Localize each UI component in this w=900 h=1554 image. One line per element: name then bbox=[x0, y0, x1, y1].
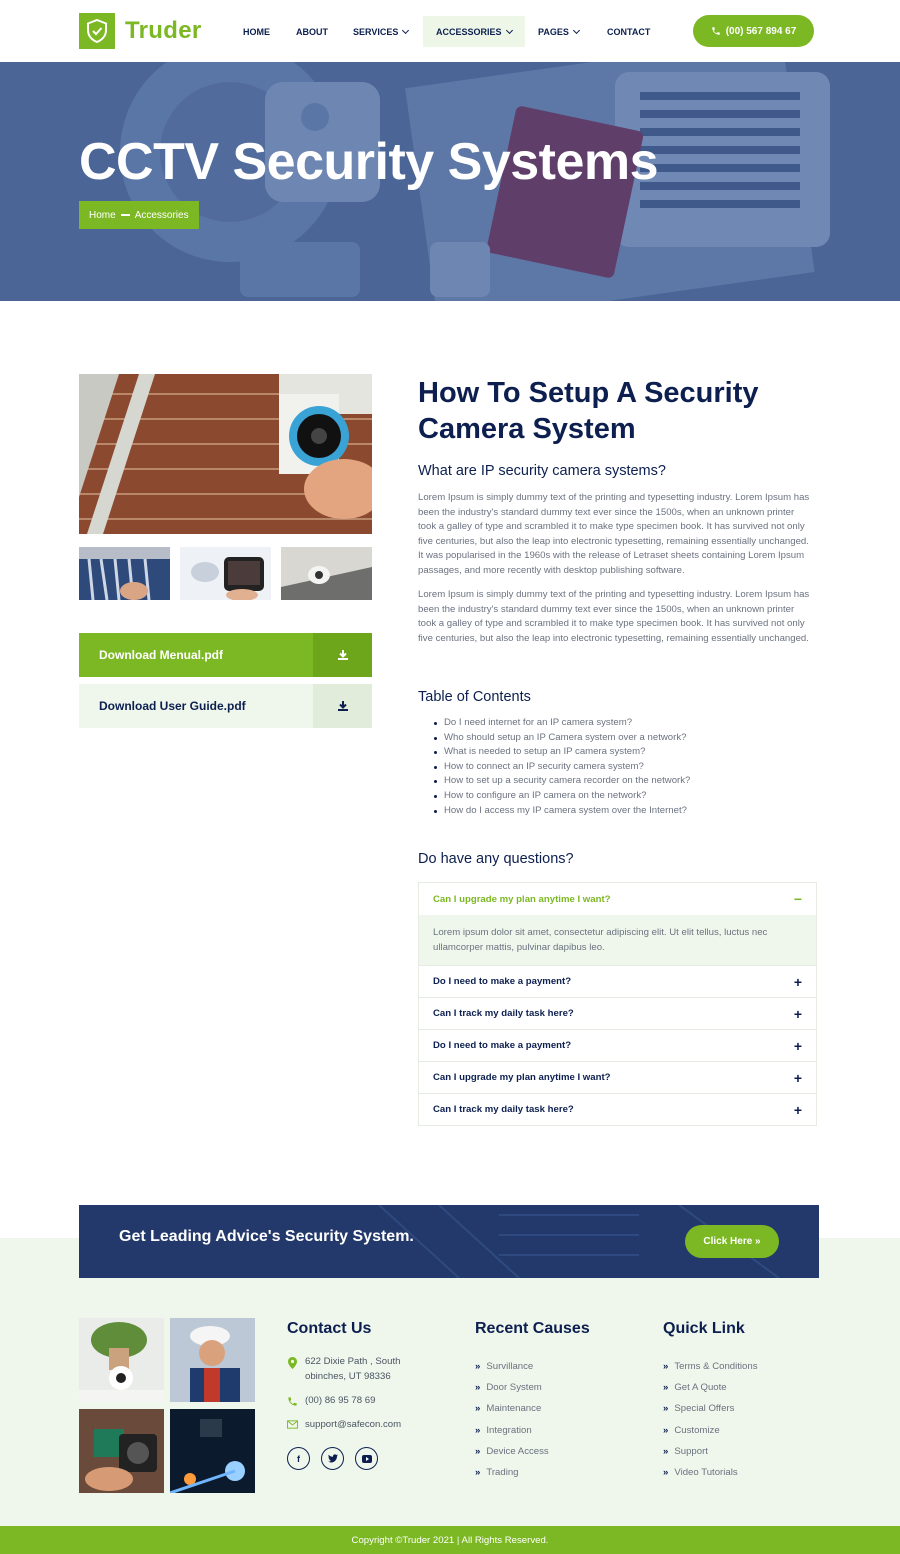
nav-label: SERVICES bbox=[353, 26, 399, 37]
email[interactable] bbox=[287, 1418, 401, 1433]
copyright-bar bbox=[0, 1526, 900, 1554]
article-paragraph: Lorem Ipsum is simply dummy text of the printing and typesetting industry. Lorem Ipsum has been the industry's standard dummy text ever since the 1500s, when an unknown printer took a galley of type and scrambled it to make type specimen book. It has survived not only five centuries, but also the leap into electronic typesetting, remaining essentially unchanged. It was popularised in the 1960s with the release of Letraset sheets containing Lorem Ipsum passages, and more recently with desktop publishing software. bbox=[418, 492, 810, 576]
technician-image bbox=[170, 1318, 255, 1402]
footer-link[interactable]: » Maintenance bbox=[475, 1398, 549, 1419]
footer-link[interactable]: » Customize bbox=[663, 1420, 758, 1441]
footer-link[interactable]: » Trading bbox=[475, 1462, 549, 1483]
chevron-down-icon bbox=[402, 26, 409, 33]
expand-icon[interactable]: + bbox=[793, 1069, 802, 1086]
product-main-image[interactable] bbox=[79, 374, 372, 534]
breadcrumb-current: Accessories bbox=[134, 209, 189, 221]
nav-services[interactable] bbox=[340, 16, 421, 47]
cta-banner bbox=[79, 1205, 819, 1278]
faq-question[interactable] bbox=[419, 1029, 816, 1061]
expand-icon[interactable]: + bbox=[793, 1101, 802, 1118]
address bbox=[287, 1355, 400, 1384]
gallery-thumbnail[interactable] bbox=[281, 547, 372, 600]
phone-number: (00) 86 95 78 69 bbox=[305, 1395, 376, 1406]
collapse-icon[interactable]: − bbox=[793, 891, 802, 907]
faq-question[interactable] bbox=[419, 1061, 816, 1093]
location-pin-icon bbox=[287, 1355, 298, 1384]
nav-label: ABOUT bbox=[296, 26, 328, 37]
nav-label: PAGES bbox=[538, 26, 569, 37]
footer-link[interactable]: » Integration bbox=[475, 1420, 549, 1441]
shield-logo-icon[interactable] bbox=[79, 13, 115, 49]
separator-icon bbox=[121, 214, 130, 216]
faq-question-text: Can I track my daily task here? bbox=[433, 1008, 574, 1019]
toc-item[interactable]: How do I access my IP camera system over the Internet? bbox=[432, 804, 690, 819]
toc-item[interactable]: How to configure an IP camera on the network? bbox=[432, 789, 690, 804]
contact-title: Contact Us bbox=[287, 1320, 372, 1337]
twitter-icon[interactable] bbox=[321, 1447, 344, 1470]
footer-gallery-image[interactable] bbox=[170, 1318, 255, 1402]
phone[interactable] bbox=[287, 1394, 375, 1409]
address-line: 622 Dixie Path , South bbox=[305, 1356, 401, 1367]
download-icon bbox=[313, 684, 372, 728]
toc-title: Table of Contents bbox=[418, 689, 531, 705]
nav-label: ACCESSORIES bbox=[436, 26, 502, 37]
expand-icon[interactable]: + bbox=[793, 1037, 802, 1054]
hero-banner bbox=[0, 62, 900, 301]
server-rack-image bbox=[79, 547, 170, 600]
logo-text[interactable]: Truder bbox=[125, 17, 202, 44]
phone-icon bbox=[287, 1394, 298, 1409]
faq-question[interactable] bbox=[419, 1093, 816, 1125]
footer-link[interactable]: » Get A Quote bbox=[663, 1377, 758, 1398]
nav-contact[interactable] bbox=[594, 16, 663, 47]
footer-link[interactable]: » Video Tutorials bbox=[663, 1462, 758, 1483]
footer-link[interactable]: » Survillance bbox=[475, 1356, 549, 1377]
article-paragraph: Lorem Ipsum is simply dummy text of the printing and typesetting industry. Lorem Ipsum has been the industry's standard dummy text ever since the 1500s, when an unknown printer took a galley of type and scrambled it to make type specimen book. It has survived not only five centuries, but also the leap into electronic typesetting, remaining essentially unchanged. bbox=[418, 589, 810, 644]
recent-causes-title: Recent Causes bbox=[475, 1320, 590, 1337]
stage-lights-image bbox=[170, 1409, 255, 1493]
phone-icon bbox=[711, 26, 721, 36]
toc-item[interactable]: What is needed to setup an IP camera system? bbox=[432, 745, 690, 760]
nav-home[interactable] bbox=[230, 16, 283, 47]
toc-item[interactable]: Who should setup an IP Camera system over a network? bbox=[432, 731, 690, 746]
nav-label: CONTACT bbox=[607, 26, 651, 37]
download-user-guide-button[interactable] bbox=[79, 684, 372, 728]
phone-camera-image bbox=[180, 547, 271, 600]
download-label: Download User Guide.pdf bbox=[99, 699, 246, 713]
chevron-down-icon bbox=[573, 26, 580, 33]
nav-label: HOME bbox=[243, 26, 270, 37]
envelope-icon bbox=[287, 1418, 298, 1433]
phone-number: (00) 567 894 67 bbox=[725, 25, 797, 37]
footer-link[interactable]: » Device Access bbox=[475, 1441, 549, 1462]
article-title bbox=[418, 375, 838, 447]
ceiling-camera-image bbox=[281, 547, 372, 600]
plant-camera-image bbox=[79, 1318, 164, 1402]
download-label: Download Menual.pdf bbox=[99, 648, 223, 662]
copyright-text: Copyright ©Truder 2021 | All Rights Reserved. bbox=[351, 1534, 549, 1546]
site-header bbox=[0, 0, 900, 62]
toc-item[interactable]: How to connect an IP security camera system? bbox=[432, 760, 690, 775]
footer-gallery-image[interactable] bbox=[170, 1409, 255, 1493]
download-manual-button[interactable] bbox=[79, 633, 372, 677]
cta-text: Get Leading Advice's Security System. bbox=[119, 1228, 414, 1245]
email-address: support@safecon.com bbox=[305, 1419, 402, 1430]
faq-answer: Lorem ipsum dolor sit amet, consectetur adipiscing elit. Ut elit tellus, luctus nec ullamcorper mattis, pulvinar dapibus leo. bbox=[419, 915, 816, 965]
footer-gallery-image[interactable] bbox=[79, 1318, 164, 1402]
table-of-contents bbox=[432, 716, 690, 818]
gallery-thumbnail[interactable] bbox=[79, 547, 170, 600]
quick-link-title: Quick Link bbox=[663, 1320, 745, 1337]
faq-accordion bbox=[418, 882, 817, 1126]
quick-link-list bbox=[663, 1356, 758, 1483]
nav-about[interactable] bbox=[283, 16, 341, 47]
expand-icon[interactable]: + bbox=[793, 973, 802, 990]
faq-question-text: Can I upgrade my plan anytime I want? bbox=[433, 893, 611, 905]
footer-gallery-image[interactable] bbox=[79, 1409, 164, 1493]
breadcrumb-home[interactable]: Home bbox=[89, 209, 116, 221]
expand-icon[interactable]: + bbox=[793, 1005, 802, 1022]
faq-question-text: Do I need to make a payment? bbox=[433, 976, 572, 987]
chevron-down-icon bbox=[505, 26, 512, 33]
breadcrumb bbox=[79, 201, 199, 229]
nav-pages[interactable] bbox=[525, 16, 592, 47]
faq-question-text: Can I track my daily task here? bbox=[433, 1104, 574, 1115]
facebook-icon[interactable]: f bbox=[287, 1447, 310, 1470]
footer-link[interactable]: » Special Offers bbox=[663, 1398, 758, 1419]
toc-item[interactable]: How to set up a security camera recorder on the network? bbox=[432, 774, 690, 789]
footer-link[interactable]: » Door System bbox=[475, 1377, 549, 1398]
click-here-button[interactable]: Click Here » bbox=[685, 1225, 779, 1258]
article-subtitle: What are IP security camera systems? bbox=[418, 463, 666, 479]
toc-item[interactable]: Do I need internet for an IP camera system? bbox=[432, 716, 690, 731]
camera-on-wall-image bbox=[79, 374, 372, 534]
download-icon bbox=[313, 633, 372, 677]
faq-question-text: Can I upgrade my plan anytime I want? bbox=[433, 1072, 611, 1083]
footer-link[interactable]: » Support bbox=[663, 1441, 758, 1462]
youtube-icon[interactable] bbox=[355, 1447, 378, 1470]
phone-button[interactable] bbox=[693, 15, 814, 47]
faq-question[interactable] bbox=[419, 997, 816, 1029]
faq-question-text: Do I need to make a payment? bbox=[433, 1040, 572, 1051]
gallery-thumbnail[interactable] bbox=[180, 547, 271, 600]
article-title-line: How To Setup A Security bbox=[418, 377, 759, 409]
faq-question[interactable] bbox=[419, 965, 816, 997]
address-line: obinches, UT 98336 bbox=[305, 1370, 391, 1382]
faq-title: Do have any questions? bbox=[418, 851, 574, 867]
article-title-line: Camera System bbox=[418, 413, 636, 445]
faq-question[interactable] bbox=[419, 883, 816, 915]
nav-accessories[interactable] bbox=[423, 16, 525, 47]
page-title: CCTV Security Systems bbox=[79, 133, 659, 191]
recent-causes-list bbox=[475, 1356, 549, 1483]
footer-link[interactable]: » Terms & Conditions bbox=[663, 1356, 758, 1377]
camera-module-image bbox=[79, 1409, 164, 1493]
